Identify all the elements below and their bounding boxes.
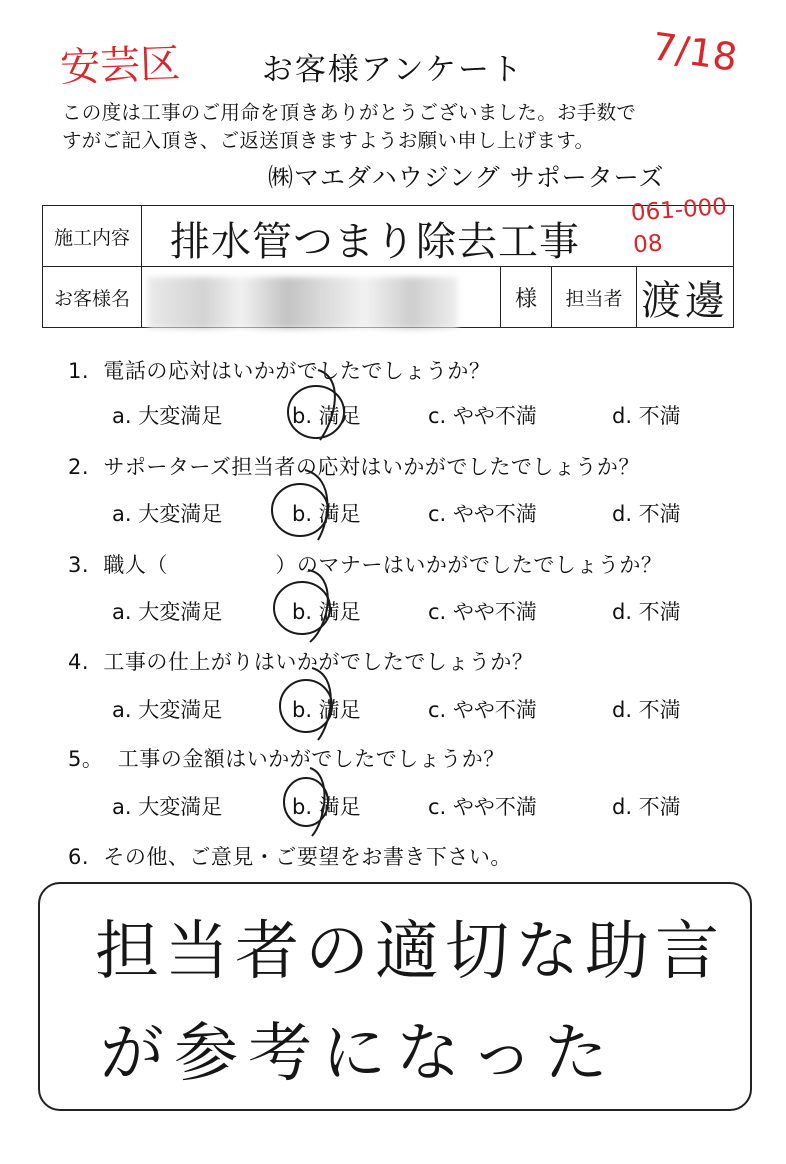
option-3-a[interactable]: a. 大変満足 — [112, 600, 223, 624]
option-4-a[interactable]: a. 大変満足 — [112, 698, 223, 722]
intro-line-2: すがご記入頂き、ご返送頂きますようお願い申し上げます。 — [62, 129, 595, 152]
option-3-d[interactable]: d. 不満 — [612, 600, 681, 624]
question-text: その他、ご意見・ご要望をお書き下さい。 — [103, 845, 512, 869]
selected-circle — [272, 484, 328, 536]
selected-circle — [318, 370, 335, 440]
question-number: 2. — [68, 455, 90, 479]
record-code: 061-00008 — [630, 193, 728, 259]
option-5-c[interactable]: c. やや不満 — [428, 795, 537, 819]
customer-label: お客様名 — [43, 267, 142, 328]
comment-line-1: 担当者の適切な助言 — [95, 915, 725, 989]
option-1-c[interactable]: c. やや不満 — [428, 404, 537, 428]
staff-label: 担当者 — [552, 267, 637, 328]
question-number: 4. — [68, 650, 90, 674]
option-1-b[interactable]: b. 満足 — [292, 404, 361, 428]
page-title: お客様アンケート — [261, 52, 525, 88]
question-number: 1. — [68, 359, 90, 383]
question-number: 5。 — [68, 747, 104, 771]
option-4-c[interactable]: c. やや不満 — [428, 698, 537, 722]
question-text: 職人（ ）のマナーはいかがでしたでしょうか？ — [103, 553, 663, 577]
question-text: 電話の応対はいかがでしたでしょうか？ — [103, 359, 491, 383]
question-text: サポーターズ担当者の応対はいかがでしたでしょうか？ — [103, 455, 640, 479]
comment-line-2: が参考になった — [100, 1017, 618, 1091]
option-5-d[interactable]: d. 不満 — [612, 795, 681, 819]
option-1-d[interactable]: d. 不満 — [612, 404, 681, 428]
option-2-a[interactable]: a. 大変満足 — [112, 502, 223, 526]
selected-circle — [280, 680, 332, 732]
company-name: ㈱マエダハウジング サポーターズ — [268, 163, 665, 192]
question-number: 6. — [68, 845, 90, 869]
option-4-d[interactable]: d. 不満 — [612, 698, 681, 722]
option-5-a[interactable]: a. 大変満足 — [112, 795, 223, 819]
option-2-c[interactable]: c. やや不満 — [428, 502, 537, 526]
selected-circle — [312, 668, 331, 740]
selected-circle — [305, 470, 327, 540]
option-3-c[interactable]: c. やや不満 — [428, 600, 537, 624]
selected-circle — [308, 570, 328, 642]
staff-value: 渡邊 — [641, 278, 729, 324]
date-handwritten: 7/18 — [649, 24, 740, 80]
work-label: 施工内容 — [43, 206, 142, 267]
work-value: 排水管つまり除去工事 — [170, 219, 580, 265]
honorific: 様 — [501, 267, 552, 328]
intro-line-1: この度は工事のご用命を頂きありがとうございました。お手数で — [62, 101, 637, 124]
option-1-a[interactable]: a. 大変満足 — [112, 404, 223, 428]
option-4-b[interactable]: b. 満足 — [292, 698, 361, 722]
ward-handwritten: 安芸区 — [59, 40, 181, 92]
option-2-d[interactable]: d. 不満 — [612, 502, 681, 526]
option-3-b[interactable]: b. 満足 — [292, 600, 361, 624]
question-number: 3. — [68, 553, 90, 577]
question-text: 工事の金額はいかがでしたでしょうか？ — [117, 747, 505, 771]
option-2-b[interactable]: b. 満足 — [292, 502, 361, 526]
option-5-b[interactable]: b. 満足 — [292, 795, 361, 819]
question-text: 工事の仕上がりはいかがでしたでしょうか？ — [103, 650, 534, 674]
